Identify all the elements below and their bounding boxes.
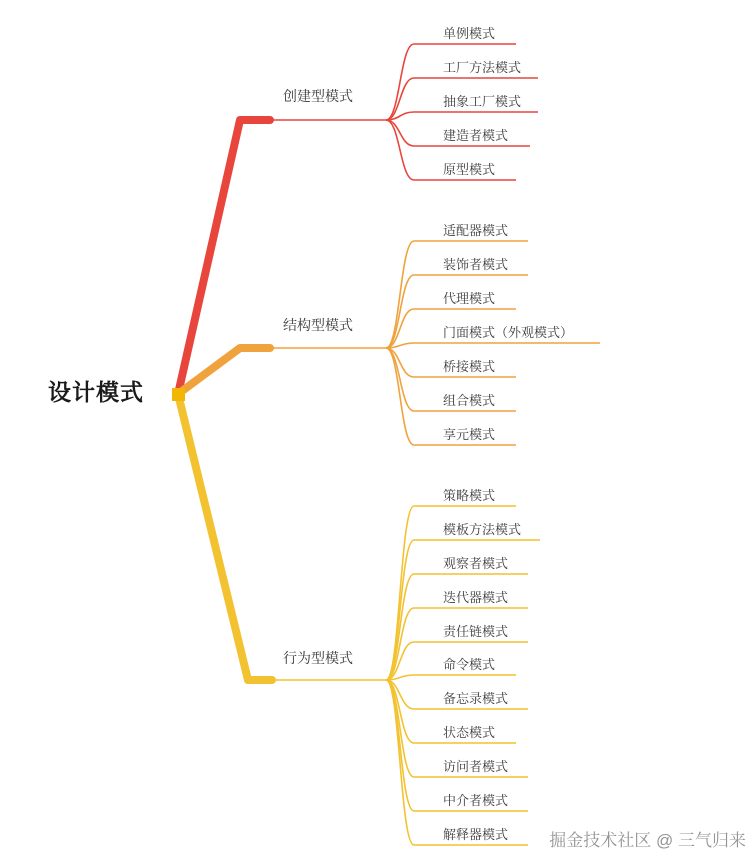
root-node-marker bbox=[172, 388, 185, 401]
leaf-label-decorator[interactable]: 装饰者模式 bbox=[443, 257, 509, 272]
leaf-label-singleton[interactable]: 单例模式 bbox=[443, 26, 496, 41]
leaf-label-facade[interactable]: 门面模式（外观模式） bbox=[443, 325, 574, 340]
leaf-label-flyweight[interactable]: 享元模式 bbox=[443, 427, 496, 442]
leaf-label-iterator[interactable]: 迭代器模式 bbox=[443, 590, 509, 605]
leaf-label-chain-of-responsibility[interactable]: 责任链模式 bbox=[443, 624, 509, 639]
edge-root-to-structural bbox=[178, 348, 270, 394]
leaf-label-builder[interactable]: 建造者模式 bbox=[443, 128, 509, 143]
leaf-label-proxy[interactable]: 代理模式 bbox=[443, 291, 496, 306]
leaf-label-strategy[interactable]: 策略模式 bbox=[443, 488, 496, 503]
leaf-label-command[interactable]: 命令模式 bbox=[443, 657, 496, 672]
leaf-label-mediator[interactable]: 中介者模式 bbox=[443, 793, 509, 808]
edge-root-to-behavioral bbox=[178, 394, 272, 680]
leaf-label-composite[interactable]: 组合模式 bbox=[443, 393, 496, 408]
leaf-label-bridge[interactable]: 桥接模式 bbox=[443, 359, 496, 374]
structural-connectors bbox=[272, 241, 600, 445]
watermark: 掘金技术社区 @ 三气归来 bbox=[549, 831, 746, 850]
root-connectors bbox=[172, 120, 272, 680]
leaf-label-abstract-factory[interactable]: 抽象工厂模式 bbox=[443, 94, 522, 109]
leaf-label-adapter[interactable]: 适配器模式 bbox=[443, 223, 509, 238]
branch-label-behavioral[interactable]: 行为型模式 bbox=[283, 650, 353, 666]
leaf-label-observer[interactable]: 观察者模式 bbox=[443, 556, 509, 571]
leaf-label-state[interactable]: 状态模式 bbox=[443, 725, 496, 740]
root-node-label[interactable]: 设计模式 bbox=[48, 379, 144, 405]
leaf-label-template-method[interactable]: 模板方法模式 bbox=[443, 522, 522, 537]
leaf-label-prototype[interactable]: 原型模式 bbox=[443, 162, 496, 177]
branch-label-creational[interactable]: 创建型模式 bbox=[283, 88, 353, 104]
edge-root-to-creational bbox=[178, 120, 270, 394]
branch-label-structural[interactable]: 结构型模式 bbox=[283, 317, 353, 333]
leaf-label-interpreter[interactable]: 解释器模式 bbox=[443, 827, 509, 842]
leaf-label-visitor[interactable]: 访问者模式 bbox=[443, 759, 509, 774]
leaf-label-memento[interactable]: 备忘录模式 bbox=[443, 691, 509, 706]
leaf-label-factory-method[interactable]: 工厂方法模式 bbox=[443, 60, 522, 75]
